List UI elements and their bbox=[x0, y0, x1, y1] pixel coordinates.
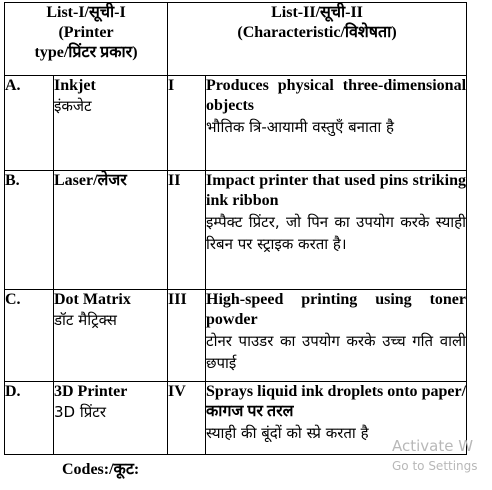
printer-name-en: Dot Matrix bbox=[54, 291, 131, 308]
printer-name-hi: डॉट मैट्रिक्स bbox=[54, 311, 117, 329]
table-row bbox=[5, 171, 467, 290]
list1-sub2: type/प्रिंटर प्रकार) bbox=[34, 44, 138, 61]
characteristic bbox=[206, 290, 467, 382]
codes-label: Codes:/कूट: bbox=[62, 461, 140, 478]
activation-watermark bbox=[392, 436, 478, 476]
characteristic-en: High-speed printing using toner powder bbox=[206, 291, 467, 328]
characteristic-en: Sprays liquid ink droplets onto paper/कागज पर तरल bbox=[206, 383, 467, 420]
roman-numeral: IV bbox=[168, 382, 206, 455]
watermark-line1: Activate W bbox=[392, 437, 474, 455]
row-label: A. bbox=[5, 76, 54, 171]
match-table bbox=[4, 2, 467, 455]
characteristic bbox=[206, 76, 467, 171]
printer-name bbox=[54, 171, 168, 290]
roman-numeral: I bbox=[168, 76, 206, 171]
table-row bbox=[5, 76, 467, 171]
printer-name-en: Laser/लेजर bbox=[54, 172, 127, 189]
list1-title: List-I/सूची-I bbox=[46, 4, 126, 21]
row-label: D. bbox=[5, 382, 54, 455]
header-row bbox=[5, 3, 467, 76]
characteristic bbox=[206, 171, 467, 290]
printer-name-hi: 3D प्रिंटर bbox=[54, 403, 106, 421]
printer-name bbox=[54, 290, 168, 382]
watermark-line2: Go to Settings bbox=[392, 459, 478, 473]
printer-name-hi: इंकजेट bbox=[54, 97, 92, 115]
row-label: B. bbox=[5, 171, 54, 290]
printer-name bbox=[54, 382, 168, 455]
list1-header bbox=[5, 3, 168, 76]
printer-name bbox=[54, 76, 168, 171]
printer-name-en: 3D Printer bbox=[54, 383, 128, 400]
characteristic-hi: स्याही की बूंदों को स्प्रे करता है bbox=[206, 424, 369, 442]
characteristic-hi: इम्पैक्ट प्रिंटर, जो पिन का उपयोग करके स्याही रिबन पर स्ट्राइक करता है। bbox=[206, 213, 467, 253]
list2-header bbox=[168, 3, 467, 76]
roman-numeral: II bbox=[168, 171, 206, 290]
characteristic-en: Impact printer that used pins striking ink ribbon bbox=[206, 172, 467, 209]
table-row bbox=[5, 290, 467, 382]
characteristic-en: Produces physical three-dimensional objects bbox=[206, 77, 467, 114]
printer-name-en: Inkjet bbox=[54, 77, 96, 94]
list1-sub1: (Printer bbox=[58, 24, 114, 41]
roman-numeral: III bbox=[168, 290, 206, 382]
row-label: C. bbox=[5, 290, 54, 382]
characteristic-hi: भौतिक त्रि-आयामी वस्तुएँ बनाता है bbox=[206, 118, 395, 136]
list2-title: List-II/सूची-II bbox=[271, 4, 363, 21]
characteristic-hi: टोनर पाउडर का उपयोग करके उच्च गति वाली छपाई bbox=[206, 332, 467, 372]
list2-sub: (Characteristic/विशेषता) bbox=[237, 24, 397, 41]
